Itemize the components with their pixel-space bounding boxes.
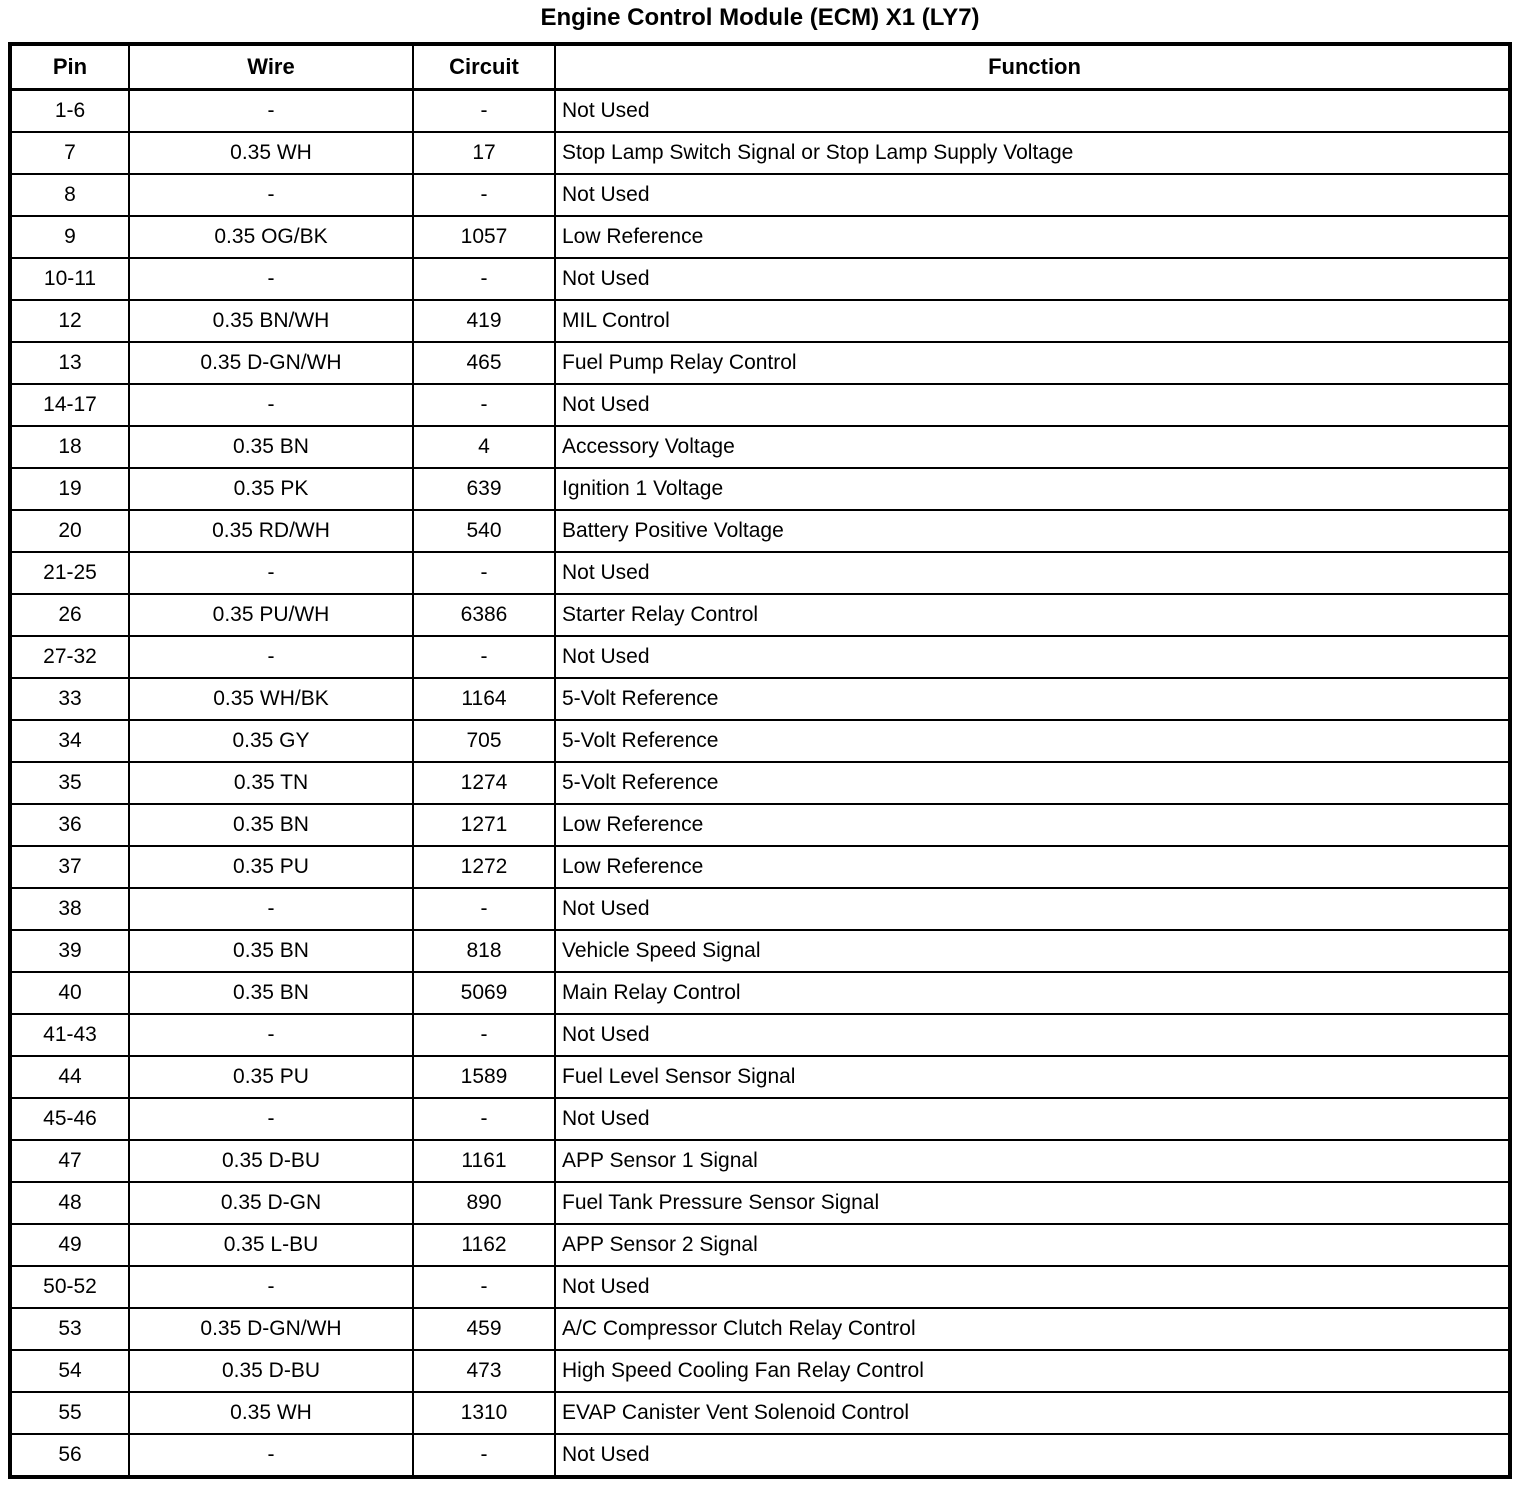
pin-cell: 53 bbox=[10, 1308, 129, 1350]
wire-cell: 0.35 PU/WH bbox=[129, 594, 413, 636]
pin-cell: 18 bbox=[10, 426, 129, 468]
column-header-wire: Wire bbox=[129, 44, 413, 90]
table-row bbox=[10, 678, 1510, 720]
wire-cell: 0.35 PK bbox=[129, 468, 413, 510]
pin-cell: 41-43 bbox=[10, 1014, 129, 1056]
wire-cell: - bbox=[129, 1434, 413, 1477]
wire-cell: 0.35 BN bbox=[129, 972, 413, 1014]
table-header bbox=[10, 44, 1510, 90]
circuit-cell: 1161 bbox=[413, 1140, 555, 1182]
wire-cell: 0.35 BN bbox=[129, 426, 413, 468]
pin-cell: 54 bbox=[10, 1350, 129, 1392]
wire-cell: - bbox=[129, 552, 413, 594]
table-row bbox=[10, 510, 1510, 552]
circuit-cell: 1164 bbox=[413, 678, 555, 720]
column-header-circuit: Circuit bbox=[413, 44, 555, 90]
wire-cell: 0.35 L-BU bbox=[129, 1224, 413, 1266]
function-cell: Stop Lamp Switch Signal or Stop Lamp Supply Voltage bbox=[555, 132, 1510, 174]
wire-cell: - bbox=[129, 384, 413, 426]
pin-cell: 40 bbox=[10, 972, 129, 1014]
column-header-pin: Pin bbox=[10, 44, 129, 90]
function-cell: EVAP Canister Vent Solenoid Control bbox=[555, 1392, 1510, 1434]
circuit-cell: 1272 bbox=[413, 846, 555, 888]
wire-cell: - bbox=[129, 258, 413, 300]
table-row bbox=[10, 300, 1510, 342]
circuit-cell: 1274 bbox=[413, 762, 555, 804]
function-cell: Fuel Tank Pressure Sensor Signal bbox=[555, 1182, 1510, 1224]
pin-cell: 14-17 bbox=[10, 384, 129, 426]
function-cell: Not Used bbox=[555, 174, 1510, 216]
pin-cell: 47 bbox=[10, 1140, 129, 1182]
circuit-cell: - bbox=[413, 174, 555, 216]
wire-cell: - bbox=[129, 174, 413, 216]
table-row bbox=[10, 90, 1510, 133]
function-cell: MIL Control bbox=[555, 300, 1510, 342]
function-cell: Fuel Pump Relay Control bbox=[555, 342, 1510, 384]
wire-cell: - bbox=[129, 1266, 413, 1308]
circuit-cell: - bbox=[413, 258, 555, 300]
function-cell: Low Reference bbox=[555, 216, 1510, 258]
function-cell: Not Used bbox=[555, 888, 1510, 930]
function-cell: High Speed Cooling Fan Relay Control bbox=[555, 1350, 1510, 1392]
function-cell: Battery Positive Voltage bbox=[555, 510, 1510, 552]
function-cell: Accessory Voltage bbox=[555, 426, 1510, 468]
pin-cell: 35 bbox=[10, 762, 129, 804]
table-row bbox=[10, 930, 1510, 972]
circuit-cell: 818 bbox=[413, 930, 555, 972]
pin-cell: 12 bbox=[10, 300, 129, 342]
wire-cell: 0.35 BN bbox=[129, 930, 413, 972]
table-row bbox=[10, 720, 1510, 762]
circuit-cell: - bbox=[413, 1014, 555, 1056]
table-row bbox=[10, 804, 1510, 846]
function-cell: Not Used bbox=[555, 384, 1510, 426]
table-row bbox=[10, 1014, 1510, 1056]
wire-cell: 0.35 RD/WH bbox=[129, 510, 413, 552]
pin-cell: 44 bbox=[10, 1056, 129, 1098]
pin-cell: 45-46 bbox=[10, 1098, 129, 1140]
wire-cell: 0.35 WH bbox=[129, 132, 413, 174]
circuit-cell: - bbox=[413, 552, 555, 594]
pin-cell: 1-6 bbox=[10, 90, 129, 133]
pin-cell: 55 bbox=[10, 1392, 129, 1434]
wire-cell: 0.35 WH/BK bbox=[129, 678, 413, 720]
pin-cell: 19 bbox=[10, 468, 129, 510]
circuit-cell: 473 bbox=[413, 1350, 555, 1392]
wire-cell: - bbox=[129, 888, 413, 930]
pin-cell: 21-25 bbox=[10, 552, 129, 594]
table-body bbox=[10, 90, 1510, 1478]
pin-cell: 38 bbox=[10, 888, 129, 930]
pin-cell: 9 bbox=[10, 216, 129, 258]
table-row bbox=[10, 426, 1510, 468]
table-row bbox=[10, 1392, 1510, 1434]
pin-cell: 26 bbox=[10, 594, 129, 636]
function-cell: Fuel Level Sensor Signal bbox=[555, 1056, 1510, 1098]
table-row bbox=[10, 1182, 1510, 1224]
table-row bbox=[10, 258, 1510, 300]
table-row bbox=[10, 342, 1510, 384]
wire-cell: 0.35 TN bbox=[129, 762, 413, 804]
wire-cell: 0.35 D-GN bbox=[129, 1182, 413, 1224]
function-cell: Not Used bbox=[555, 1266, 1510, 1308]
table-row bbox=[10, 594, 1510, 636]
function-cell: Low Reference bbox=[555, 804, 1510, 846]
wire-cell: 0.35 WH bbox=[129, 1392, 413, 1434]
circuit-cell: 6386 bbox=[413, 594, 555, 636]
wire-cell: 0.35 D-BU bbox=[129, 1140, 413, 1182]
ecm-pinout-table bbox=[8, 42, 1512, 1479]
wire-cell: - bbox=[129, 1098, 413, 1140]
circuit-cell: 1589 bbox=[413, 1056, 555, 1098]
table-row bbox=[10, 1098, 1510, 1140]
table-row bbox=[10, 1056, 1510, 1098]
function-cell: Not Used bbox=[555, 90, 1510, 133]
function-cell: 5-Volt Reference bbox=[555, 720, 1510, 762]
wire-cell: 0.35 BN/WH bbox=[129, 300, 413, 342]
pin-cell: 37 bbox=[10, 846, 129, 888]
function-cell: APP Sensor 1 Signal bbox=[555, 1140, 1510, 1182]
function-cell: Not Used bbox=[555, 1098, 1510, 1140]
wire-cell: - bbox=[129, 90, 413, 133]
table-row bbox=[10, 636, 1510, 678]
wire-cell: 0.35 OG/BK bbox=[129, 216, 413, 258]
column-header-function: Function bbox=[555, 44, 1510, 90]
table-row bbox=[10, 552, 1510, 594]
table-row bbox=[10, 1224, 1510, 1266]
wire-cell: - bbox=[129, 636, 413, 678]
pin-cell: 8 bbox=[10, 174, 129, 216]
function-cell: Low Reference bbox=[555, 846, 1510, 888]
table-row bbox=[10, 888, 1510, 930]
circuit-cell: 4 bbox=[413, 426, 555, 468]
pin-cell: 13 bbox=[10, 342, 129, 384]
table-row bbox=[10, 972, 1510, 1014]
wire-cell: - bbox=[129, 1014, 413, 1056]
pin-cell: 56 bbox=[10, 1434, 129, 1477]
pin-cell: 48 bbox=[10, 1182, 129, 1224]
page-title: Engine Control Module (ECM) X1 (LY7) bbox=[540, 4, 980, 31]
function-cell: Not Used bbox=[555, 552, 1510, 594]
circuit-cell: 1057 bbox=[413, 216, 555, 258]
function-cell: Not Used bbox=[555, 1434, 1510, 1477]
circuit-cell: 639 bbox=[413, 468, 555, 510]
function-cell: Ignition 1 Voltage bbox=[555, 468, 1510, 510]
function-cell: 5-Volt Reference bbox=[555, 678, 1510, 720]
circuit-cell: - bbox=[413, 384, 555, 426]
circuit-cell: 459 bbox=[413, 1308, 555, 1350]
wire-cell: 0.35 GY bbox=[129, 720, 413, 762]
table-row bbox=[10, 762, 1510, 804]
function-cell: Not Used bbox=[555, 1014, 1510, 1056]
wire-cell: 0.35 PU bbox=[129, 846, 413, 888]
function-cell: Not Used bbox=[555, 636, 1510, 678]
table-row bbox=[10, 216, 1510, 258]
table-row bbox=[10, 384, 1510, 426]
table-row bbox=[10, 174, 1510, 216]
pin-cell: 33 bbox=[10, 678, 129, 720]
table-row bbox=[10, 846, 1510, 888]
table-row bbox=[10, 1308, 1510, 1350]
function-cell: Main Relay Control bbox=[555, 972, 1510, 1014]
circuit-cell: - bbox=[413, 1266, 555, 1308]
circuit-cell: - bbox=[413, 888, 555, 930]
circuit-cell: 540 bbox=[413, 510, 555, 552]
circuit-cell: 419 bbox=[413, 300, 555, 342]
pin-cell: 39 bbox=[10, 930, 129, 972]
wire-cell: 0.35 D-GN/WH bbox=[129, 1308, 413, 1350]
table-row bbox=[10, 1266, 1510, 1308]
wire-cell: 0.35 D-BU bbox=[129, 1350, 413, 1392]
circuit-cell: 705 bbox=[413, 720, 555, 762]
circuit-cell: - bbox=[413, 636, 555, 678]
table-row bbox=[10, 1434, 1510, 1477]
pin-cell: 34 bbox=[10, 720, 129, 762]
circuit-cell: 890 bbox=[413, 1182, 555, 1224]
wire-cell: 0.35 PU bbox=[129, 1056, 413, 1098]
circuit-cell: 5069 bbox=[413, 972, 555, 1014]
header-row bbox=[10, 44, 1510, 90]
pin-cell: 36 bbox=[10, 804, 129, 846]
wire-cell: 0.35 D-GN/WH bbox=[129, 342, 413, 384]
function-cell: Vehicle Speed Signal bbox=[555, 930, 1510, 972]
pin-cell: 27-32 bbox=[10, 636, 129, 678]
table-row bbox=[10, 468, 1510, 510]
wire-cell: 0.35 BN bbox=[129, 804, 413, 846]
function-cell: 5-Volt Reference bbox=[555, 762, 1510, 804]
pin-cell: 20 bbox=[10, 510, 129, 552]
circuit-cell: 1271 bbox=[413, 804, 555, 846]
table-row bbox=[10, 1350, 1510, 1392]
function-cell: A/C Compressor Clutch Relay Control bbox=[555, 1308, 1510, 1350]
pin-cell: 7 bbox=[10, 132, 129, 174]
circuit-cell: - bbox=[413, 90, 555, 133]
circuit-cell: - bbox=[413, 1098, 555, 1140]
pin-cell: 10-11 bbox=[10, 258, 129, 300]
circuit-cell: 1310 bbox=[413, 1392, 555, 1434]
circuit-cell: 1162 bbox=[413, 1224, 555, 1266]
circuit-cell: - bbox=[413, 1434, 555, 1477]
circuit-cell: 465 bbox=[413, 342, 555, 384]
function-cell: Not Used bbox=[555, 258, 1510, 300]
table-row bbox=[10, 1140, 1510, 1182]
pin-cell: 50-52 bbox=[10, 1266, 129, 1308]
function-cell: APP Sensor 2 Signal bbox=[555, 1224, 1510, 1266]
pin-cell: 49 bbox=[10, 1224, 129, 1266]
function-cell: Starter Relay Control bbox=[555, 594, 1510, 636]
table-row bbox=[10, 132, 1510, 174]
circuit-cell: 17 bbox=[413, 132, 555, 174]
